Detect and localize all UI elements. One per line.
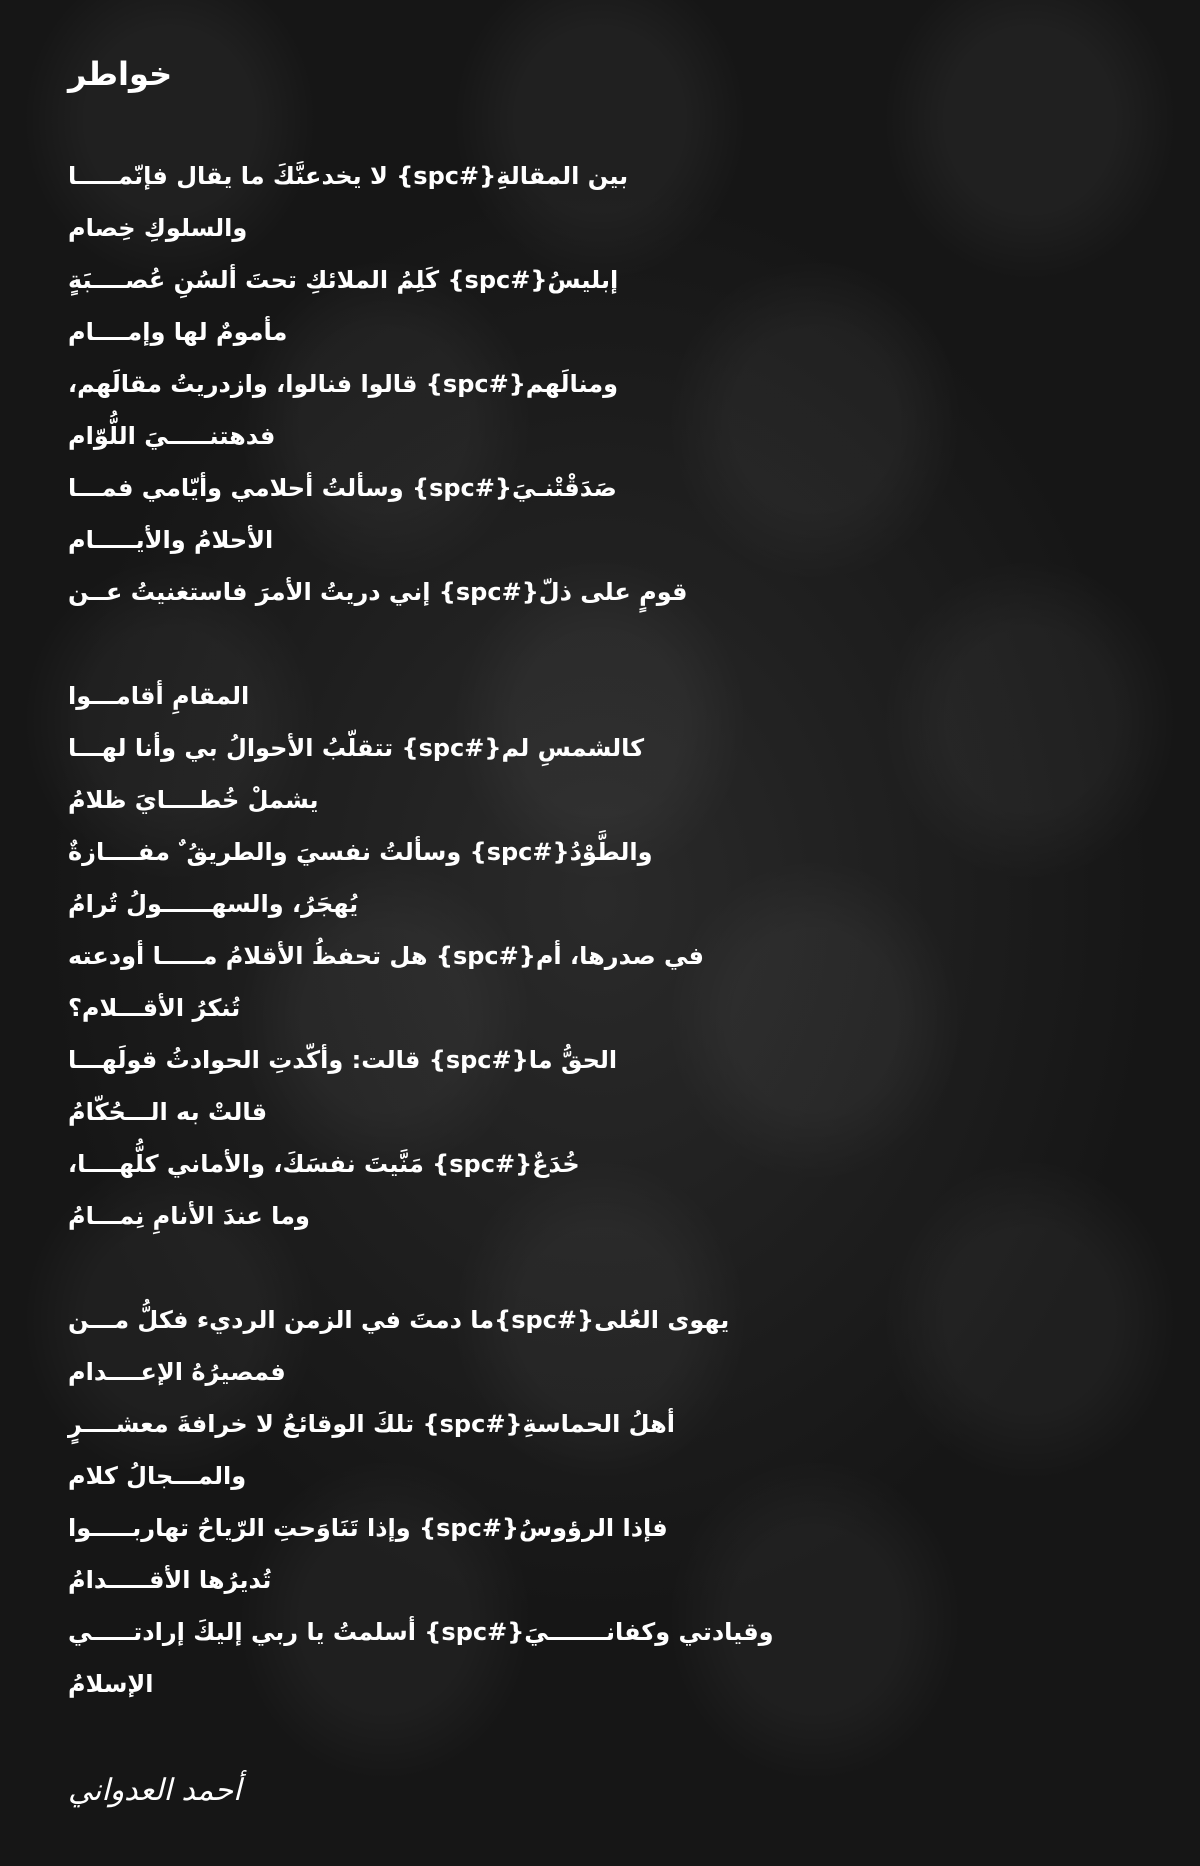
poem-line: والمـــجالُ كلام <box>68 1462 247 1490</box>
poem-line: صَدَقْتْنـيَ{#spc} وسألتُ أحلامي وأيّامي فمـــا <box>68 474 617 502</box>
poem-line: تُديرُها الأقـــــدامُ <box>68 1566 272 1594</box>
poem-line: وقيادتي وكفانـــــــيَ{#spc} أسلمتُ يا ربي إليكَ إرادتـــــي <box>68 1618 774 1646</box>
poem-line: الإسلامُ <box>68 1670 154 1698</box>
poem-line: وما عندَ الأنامِ نِمـــامُ <box>68 1202 310 1230</box>
poem-line: مأمومٌ لها وإمــــام <box>68 318 288 346</box>
stanza-1 <box>68 150 1148 618</box>
poem-line: والطَّوْدُ{#spc} وسألتُ نفسيَ والطريقُ ٌ مفــــازةٌ <box>68 838 653 866</box>
page-title: خواطر <box>68 55 173 93</box>
stanza-gap <box>68 618 1148 670</box>
poem-line: ومنالَهم{#spc} قالوا فنالوا، وازدريتُ مقالَهم، <box>68 370 619 398</box>
poem-line: كالشمسِ لم{#spc} تتقلّبُ الأحوالُ بي وأنا لهـــا <box>68 734 645 762</box>
stanza-gap <box>68 1242 1148 1294</box>
poem-line: يُهجَرُ، والسهــــــولُ تُرامُ <box>68 890 359 918</box>
poem-line: المقامِ أقامـــوا <box>68 682 250 710</box>
stanza-3 <box>68 1294 1148 1710</box>
stanza-2 <box>68 670 1148 1242</box>
poem-line: والسلوكِ خِصام <box>68 214 248 242</box>
poem-line: الأحلامُ والأيـــــام <box>68 526 274 554</box>
poem-line: فمصيرُهُ الإعــــدام <box>68 1358 286 1386</box>
poem-line: إبليسُ{#spc} كَلِمُ الملائكِ تحتَ ألسُنِ عُصــــبَةٍ <box>68 266 619 294</box>
poem-line: تُنكرُ الأقـــلام؟ <box>68 994 241 1022</box>
poem-line: فدهتنـــــيَ اللُّوّام <box>68 422 276 450</box>
poem-body <box>68 150 1148 1710</box>
poem-line: يشملْ خُطــــايَ ظلامُ <box>68 786 319 814</box>
author-signature: أحمد العدواني <box>68 1773 242 1808</box>
poem-line: أهلُ الحماسةِ{#spc} تلكَ الوقائعُ لا خرافةَ معشــــرٍ <box>68 1410 675 1438</box>
poem-line: خُدَعٌ{#spc} مَنَّيتَ نفسَكَ، والأماني كلُّهــــا، <box>68 1150 580 1178</box>
poem-line: فإذا الرؤوسُ{#spc} وإذا تَنَاوَحتِ الرّياحُ تهاربـــــوا <box>68 1514 668 1542</box>
poem-line: بين المقالةِ{#spc} لا يخدعنَّكَ ما يقال فإنّمـــــا <box>68 162 629 190</box>
poem-line: يهوى العُلى{#spc}ما دمتَ في الزمن الرديء فكلُّ مـــن <box>68 1306 730 1334</box>
poem-line: قومٍ على ذلّ{#spc} إني دريتُ الأمرَ فاستغنيتُ عــن <box>68 578 688 606</box>
poem-line: الحقُّ ما{#spc} قالت: وأكّدتِ الحوادثُ قولَهـــا <box>68 1046 618 1074</box>
poem-line: في صدرها، أم{#spc} هل تحفظُ الأقلامُ مـــــا أودعته <box>68 942 704 970</box>
poem-line: قالتْ به الـــحُكّامُ <box>68 1098 268 1126</box>
